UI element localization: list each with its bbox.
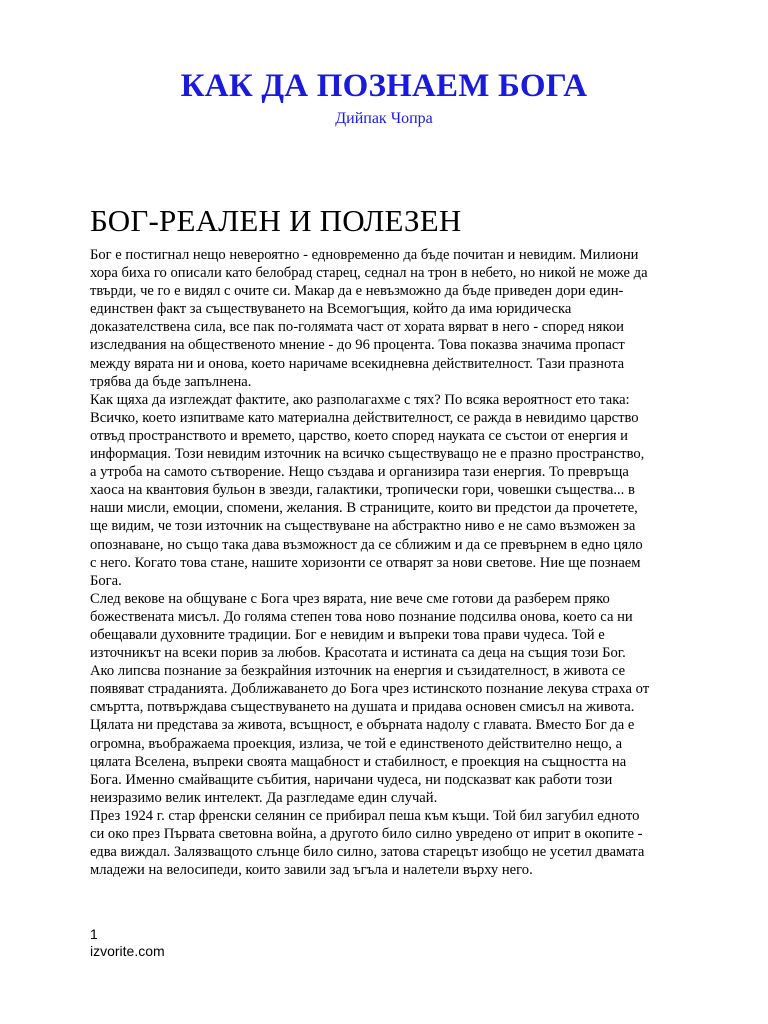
site-name: izvorite.com (90, 943, 165, 959)
paragraph: Цялата ни представа за живота, всъщност, е обърната надолу с главата. Вместо Бог да е огромна, въображаема проекция, излиза, че той е единственото действително нещо, а цялата Вселена, въпреки своята мащабност и стабилност, е проекция на същността на Бога. Именно смайващите събития, наричани чудеса, ни подсказват как работи този неизразимо велик интелект. Да разгледаме един случай. (90, 717, 635, 806)
paragraph: Как щяха да изглеждат фактите, ако разполагахме с тях? По всяка вероятност ето така: Всичко, което изпитваме като материална действителност, се ражда в невидимо царство отвъд пространството и времето, царство, което според науката се състои от енергия и информация. Този невидим източник на всичко съществуващо не е празно пространство, а утроба на самото сътворение. Нещо създава и организира тази енергия. То превръща хаоса на квантовия бульон в звезди, галактики, тропически гори, човешки същества... в наши мисли, емоции, спомени, желания. В страниците, които ви предстои да прочетете, ще видим, че този източник на съществуване на абстрактно ниво е не само възможен за опознаване, но също така дава възможност да се сближим и да се превърнем в едно цяло с него. Когато това стане, нашите хоризонти се отварят за нови светове. Ние ще познаем Бога. (90, 391, 645, 589)
page-number: 1 (90, 926, 98, 942)
paragraph: След векове на общуване с Бога чрез вярата, ние вече сме готови да разберем пряко божествената мисъл. До голяма степен това ново познание подсилва онова, което са ни обещавали духовните традиции. Бог е невидим и въпреки това прави чудеса. Той е източникът на всеки порив за любов. Красотата и истината са деца на същия този Бог. Ако липсва познание за безкрайния източник на енергия и съзидателност, в живота се появяват страданията. Доближаването до Бога чрез истинското познание лекува страха от смъртта, потвърждава съществуването на душата и придава основен смисъл на живота. (90, 590, 650, 716)
paragraph: Бог е постигнал нещо невероятно - едновременно да бъде почитан и невидим. Милиони хора биха го описали като белобрад старец, седнал на трон в небето, но никой не може да твърди, че го е видял с очите си. Макар да е невъзможно да бъде приведен дори един-единствен факт за съществуването на Всемогъщия, който да има юридическа доказателствена сила, все пак по-голямата част от хората вярват в него - според някои изследвания на общественото мнение - до 96 процента. Това показва значима пропаст между вярата ни и онова, което наричаме всекидневна действителност. Тази празнота трябва да бъде запълнена. (90, 247, 648, 390)
chapter-heading: БОГ-РЕАЛЕН И ПОЛЕЗЕН (90, 203, 462, 238)
body-text (90, 246, 650, 879)
book-title: КАК ДА ПОЗНАЕМ БОГА (180, 68, 588, 104)
book-author: Дийпак Чопра (335, 110, 433, 127)
paragraph: През 1924 г. стар френски селянин се прибирал пеша към къщи. Той бил загубил едното си око през Първата световна война, а другото било силно увредено от иприт в окопите - едва виждал. Залязващото слънце било силно, затова старецът изобщо не усетил двамата младежи на велосипеди, които завили зад ъгъла и налетели върху него. (90, 807, 645, 879)
